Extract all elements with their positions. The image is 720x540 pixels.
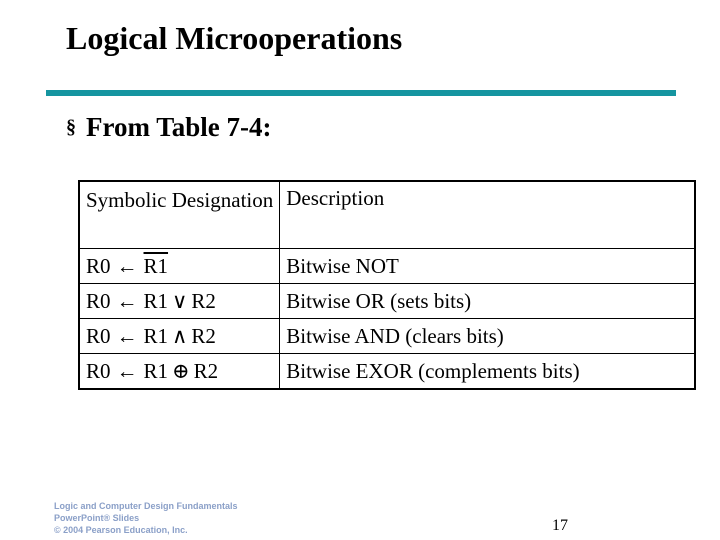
source-register-2: R2 xyxy=(193,358,219,383)
dest-register: R0 xyxy=(86,253,111,278)
bullet-mark: § xyxy=(66,116,76,138)
source-register-1: R1 xyxy=(143,358,169,383)
table-row xyxy=(79,354,695,390)
bullet-item xyxy=(66,112,272,143)
dest-register: R0 xyxy=(86,323,111,348)
transfer-arrow: ← xyxy=(116,323,138,348)
bullet-text: From Table 7-4: xyxy=(86,112,272,142)
symbolic-cell xyxy=(79,284,280,319)
description-cell: Bitwise EXOR (complements bits) xyxy=(280,354,696,390)
table-row xyxy=(79,249,695,284)
dest-register: R0 xyxy=(86,288,111,313)
or-operator: ∨ xyxy=(172,288,188,313)
symbolic-cell xyxy=(79,354,280,390)
description-cell: Bitwise OR (sets bits) xyxy=(280,284,696,319)
table-row xyxy=(79,319,695,354)
footer-slides-label: PowerPoint® Slides xyxy=(54,513,140,523)
header-symbolic-designation: Symbolic Designation xyxy=(79,181,280,249)
transfer-arrow: ← xyxy=(116,358,138,383)
transfer-arrow: ← xyxy=(116,288,138,313)
dest-register: R0 xyxy=(86,358,111,383)
microoperations-table xyxy=(78,180,696,390)
source-register-2: R2 xyxy=(191,288,216,313)
header-description: Description xyxy=(280,181,696,249)
transfer-arrow: ← xyxy=(116,253,138,278)
symbolic-cell xyxy=(79,319,280,354)
xor-operator: ⊕ xyxy=(172,358,190,383)
footer-copyright: © 2004 Pearson Education, Inc. xyxy=(54,525,188,535)
description-cell: Bitwise AND (clears bits) xyxy=(280,319,696,354)
page-number: 17 xyxy=(552,517,568,534)
symbolic-cell xyxy=(79,249,280,284)
table-row xyxy=(79,284,695,319)
title-divider xyxy=(46,90,676,96)
and-operator: ∧ xyxy=(172,323,188,348)
table-header-row xyxy=(79,181,695,249)
source-register-2: R2 xyxy=(191,323,216,348)
description-cell: Bitwise NOT xyxy=(280,249,696,284)
source-register-1: R1 xyxy=(143,288,169,313)
footer-book-title: Logic and Computer Design Fundamentals xyxy=(54,501,238,511)
complemented-register: R1 xyxy=(143,253,169,278)
source-register-1: R1 xyxy=(143,323,169,348)
publisher-footer xyxy=(54,500,238,536)
slide-title: Logical Microoperations xyxy=(66,20,403,56)
